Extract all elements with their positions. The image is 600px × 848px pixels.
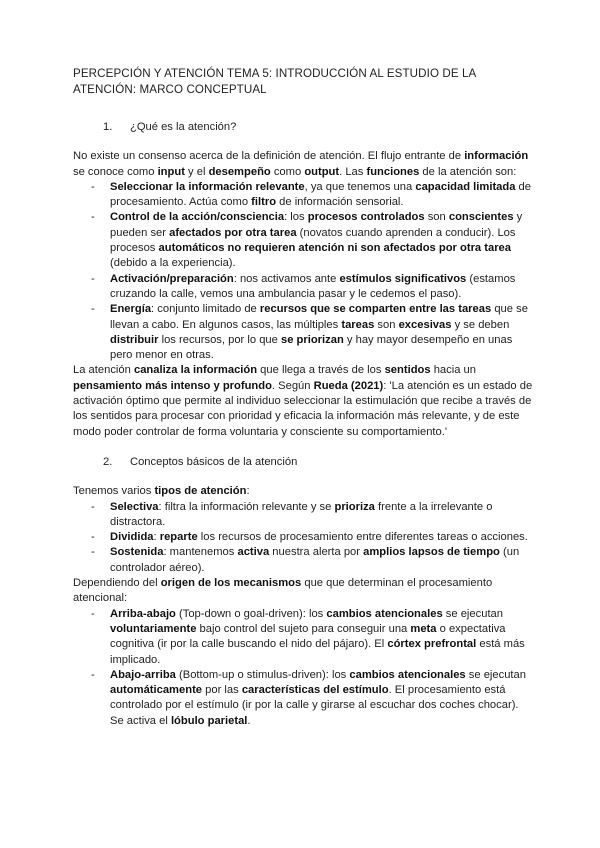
- bold-term: conscientes: [448, 211, 514, 224]
- mechanism-item: - Abajo-arriba (Bottom-up o stimulus-driven): los cambios atencionales se ejecutan automáticamente por las características del estímulo. El procesamiento está controlado por el estímulo (ir por la calle y girarse al escuchar dos coches chocar). Se activa el lóbulo parietal.: [73, 668, 533, 729]
- bold-term: Dividida: [110, 531, 154, 544]
- bold-term: cambios atencionales: [349, 668, 466, 681]
- bold-term: amplios lapsos de tiempo: [363, 546, 500, 559]
- bold-term: capacidad limitada: [415, 180, 516, 193]
- bold-term: cambios atencionales: [326, 607, 443, 620]
- bold-term: Abajo-arriba: [110, 668, 176, 681]
- bold-term: Sostenida: [110, 546, 164, 559]
- section-1-paragraph-2: La atención canaliza la información que llega a través de los sentidos hacia un pensamiento más intenso y profundo. Según Rueda (2021): 'La atención es un estado de activación óptimo que permite al individuo seleccionar la estimulación que recibe a través de los sentidos para procesar con prioridad y eficacia la información más relevante, y de este modo poder controlar de forma voluntaria y consciente su comportamiento.': [73, 364, 533, 438]
- bold-term: automáticamente: [110, 684, 203, 697]
- bold-term: se priorizan: [280, 333, 344, 346]
- attention-types-list: [73, 500, 533, 576]
- bold-term: sentidos: [384, 364, 431, 377]
- section-1-intro: No existe un consenso acerca de la definición de atención. El flujo entrante de información se conoce como input y el desempeño como output. Las funciones de la atención son:: [73, 150, 529, 178]
- bold-term: procesos controlados: [307, 211, 425, 224]
- bold-term: origen de los mecanismos: [160, 577, 302, 590]
- section-1-title: ¿Qué es la atención?: [130, 121, 237, 133]
- bold-term: funciones: [366, 165, 420, 178]
- bold-term: prioriza: [334, 500, 375, 513]
- bold-term: Arriba-abajo: [110, 607, 176, 620]
- bold-term: canaliza la información: [133, 364, 258, 377]
- bold-term: pensamiento más intenso y profundo: [73, 379, 272, 392]
- bold-term: voluntariamente: [110, 622, 197, 635]
- attention-functions-list: [73, 180, 533, 364]
- section-2-heading: [73, 455, 533, 470]
- bold-term: Seleccionar la información relevante: [110, 180, 305, 193]
- section-2-title: Conceptos básicos de la atención: [130, 455, 298, 468]
- bold-term: output: [304, 165, 340, 178]
- bold-term: meta: [410, 622, 437, 635]
- mechanisms-intro: Dependiendo del origen de los mecanismos que que determinan el procesamiento atencional:: [73, 577, 493, 605]
- type-item: - Dividida: reparte los recursos de procesamiento entre diferentes tareas o acciones.: [73, 530, 533, 545]
- function-item: - Activación/preparación: nos activamos ante estímulos significativos (estamos cruzando la calle, vemos una ambulancia pasar y le cedemos el paso).: [73, 272, 533, 303]
- bold-term: características del estímulo: [241, 684, 389, 697]
- bold-term: input: [157, 165, 185, 178]
- bold-term: información: [464, 150, 529, 163]
- bold-term: automáticos no requieren atención ni son afectados por otra tarea: [158, 242, 511, 255]
- bold-term: tipos de atención: [154, 485, 247, 498]
- function-item: - Energía: conjunto limitado de recursos que se comparten entre las tareas que se llevan a cabo. En algunos casos, las múltiples tareas son excesivas y se deben distribuir los recursos, por lo que se priorizan y hay mayor desempeño en unas pero menor en otras.: [73, 302, 533, 363]
- bold-term: reparte: [159, 531, 198, 544]
- bold-term: filtro: [251, 196, 277, 209]
- function-item: - Seleccionar la información relevante, ya que tenemos una capacidad limitada de procesamiento. Actúa como filtro de información sensorial.: [73, 180, 533, 211]
- bold-term: Selectiva: [110, 500, 159, 513]
- bold-term: desempeño: [208, 165, 271, 178]
- bold-term: afectados por otra tarea: [169, 226, 297, 239]
- function-item: - Control de la acción/consciencia: los procesos controlados son conscientes y pueden ser afectados por otra tarea (novatos cuando aprenden a conducir). Los procesos automáticos no requieren atención ni son afectados por otra tarea (debido a la experiencia).: [73, 210, 533, 271]
- bold-term: Activación/preparación: [110, 272, 234, 285]
- mechanisms-list: [73, 607, 533, 729]
- type-item: - Selectiva: filtra la información relevante y se prioriza frente a la irrelevante o distractora.: [73, 500, 533, 531]
- bold-term: Energía: [110, 303, 152, 316]
- bold-term: recursos que se comparten entre las tareas: [259, 303, 492, 316]
- bold-term: tareas: [341, 318, 375, 331]
- bold-term: Rueda (2021): [313, 379, 384, 392]
- type-item: - Sostenida: mantenemos activa nuestra alerta por amplios lapsos de tiempo (un controlador aéreo).: [73, 545, 533, 576]
- bold-term: excesivas: [398, 318, 452, 331]
- bold-term: Control de la acción/consciencia: [110, 211, 285, 224]
- bold-term: distribuir: [110, 333, 159, 346]
- section-2-intro: Tenemos varios tipos de atención:: [73, 485, 250, 498]
- document-page: [73, 66, 533, 729]
- bold-term: activa: [237, 546, 270, 559]
- bold-term: córtex prefrontal: [387, 638, 477, 651]
- bold-term: lóbulo parietal: [170, 714, 248, 727]
- section-1-number: 1.: [103, 121, 113, 133]
- document-title: PERCEPCIÓN Y ATENCIÓN TEMA 5: INTRODUCCIÓN AL ESTUDIO DE LA ATENCIÓN: MARCO CONCEPTUAL: [73, 67, 476, 96]
- mechanism-item: - Arriba-abajo (Top-down o goal-driven): los cambios atencionales se ejecutan voluntariamente bajo control del sujeto para conseguir una meta o expectativa cognitiva (ir por la calle buscando el nido del pájaro). El córtex prefrontal está más implicado.: [73, 607, 533, 668]
- section-2-number: 2.: [103, 455, 113, 468]
- bold-term: estímulos significativos: [339, 272, 467, 285]
- section-1-heading: [73, 120, 533, 135]
